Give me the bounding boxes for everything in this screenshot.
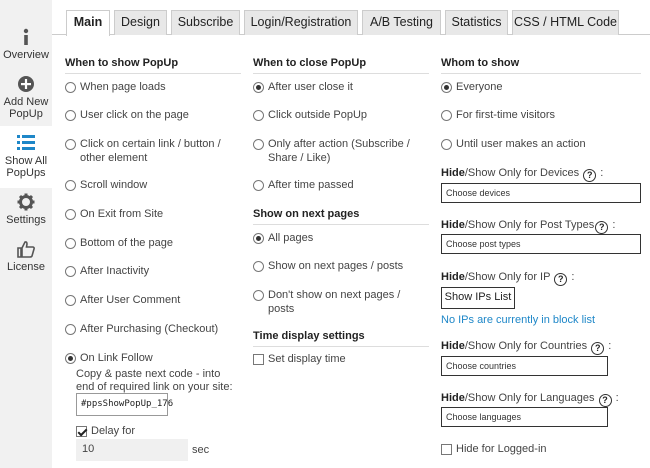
hide-logged-in-checkbox[interactable] [441,444,452,455]
option-label: Bottom of the page [80,237,173,249]
option-label: Don't show on next pages / posts [268,289,401,315]
tab-main[interactable]: Main [66,10,110,36]
label-colon: : [608,340,612,352]
option-label: After Purchasing (Checkout) [80,323,219,335]
radio-after-purchasing[interactable] [65,324,76,335]
post-types-label [441,219,615,234]
help-icon[interactable]: ? [599,394,612,407]
radio-user-click[interactable] [65,110,76,121]
section-divider [253,224,429,225]
link-follow-hint: Copy & paste next code - into end of required link on your site: [76,368,233,393]
devices-select[interactable]: Choose devices [441,183,641,203]
tab-ab-testing[interactable]: A/B Testing [362,10,441,35]
hide-word: Hide [441,167,465,179]
tab-subscribe[interactable]: Subscribe [171,10,240,35]
label-colon: : [615,392,619,404]
help-icon[interactable]: ? [595,221,608,234]
delay-checkbox[interactable] [76,426,87,437]
option-label: Only after action (Subscribe / Share / Like) [268,138,410,164]
radio-show-on-next-pages[interactable] [253,261,264,272]
option-label: Scroll window [80,179,148,191]
tab-css-html-code[interactable]: CSS / HTML Code [512,10,619,35]
devices-label [441,167,603,182]
radio-only-after-action[interactable] [253,139,264,150]
hide-word: Hide [441,219,465,231]
radio-after-user-comment[interactable] [65,295,76,306]
set-display-time-checkbox[interactable] [253,354,264,365]
section-title-next-pages: Show on next pages [253,208,360,220]
countries-label [441,340,611,355]
help-icon[interactable]: ? [583,169,596,182]
option-label: After User Comment [80,294,181,306]
sidebar-item-label: Settings [6,214,46,226]
info-icon [16,28,36,46]
radio-until-user-action[interactable] [441,139,452,150]
radio-click-outside[interactable] [253,110,264,121]
radio-click-on-element[interactable] [65,139,76,150]
sidebar-item-label: Overview [3,49,49,61]
post-types-select[interactable]: Choose post types [441,234,641,254]
list-icon [16,134,36,152]
devices-label-text: /Show Only for Devices [464,167,580,179]
hide-word: Hide [441,392,465,404]
section-divider [441,73,641,74]
option-label: Click outside PopUp [268,109,368,121]
sidebar-item-settings[interactable] [0,193,52,226]
option-label: On Link Follow [80,352,153,364]
section-title-whom-to-show: Whom to show [441,57,520,69]
languages-label-text: /Show Only for Languages [464,392,595,404]
languages-select[interactable]: Choose languages [441,407,608,427]
section-divider [253,73,429,74]
show-ips-list-button[interactable]: Show IPs List [441,287,515,309]
option-label: When page loads [80,81,166,93]
option-label: Everyone [456,81,503,93]
admin-sidebar [0,0,52,468]
delay-seconds-input[interactable]: 10 [76,439,188,461]
radio-on-exit[interactable] [65,209,76,220]
sidebar-item-label: Add New PopUp [3,96,49,120]
option-label: After time passed [268,179,354,191]
option-label: Until user makes an action [456,138,586,150]
section-title-when-to-close: When to close PopUp [253,57,367,69]
tab-design[interactable]: Design [114,10,167,35]
ip-label [441,271,574,286]
radio-scroll-window[interactable] [65,180,76,191]
sidebar-item-show-all[interactable] [0,126,52,188]
sidebar-item-license[interactable] [0,240,52,273]
tab-login-registration[interactable]: Login/Registration [244,10,358,35]
section-title-time-display: Time display settings [253,330,365,342]
ip-label-text: /Show Only for IP [464,271,551,283]
radio-first-time-visitors[interactable] [441,110,452,121]
option-label: Click on certain link / button / other element [80,138,221,164]
radio-after-inactivity[interactable] [65,266,76,277]
option-label: After Inactivity [80,265,150,277]
main-panel [52,0,650,468]
delay-label: Delay for [91,425,136,437]
radio-all-pages[interactable] [253,233,264,244]
radio-everyone[interactable] [441,82,452,93]
option-label: Hide for Logged-in [456,443,547,455]
sidebar-item-label: License [7,261,45,273]
help-icon[interactable]: ? [591,342,604,355]
tab-statistics[interactable]: Statistics [445,10,508,35]
plus-circle-icon [16,75,36,93]
languages-label [441,392,619,407]
radio-dont-show-next-pages[interactable] [253,290,264,301]
section-divider [253,346,429,347]
countries-select[interactable]: Choose countries [441,356,608,376]
option-label: User click on the page [80,109,189,121]
gear-icon [16,193,36,211]
radio-on-link-follow[interactable] [65,353,76,364]
radio-after-user-close[interactable] [253,82,264,93]
option-label: Set display time [268,353,346,365]
thumbs-up-icon [16,240,36,258]
delay-unit: sec [192,444,210,456]
section-title-when-to-show: When to show PopUp [65,57,179,69]
option-label: After user close it [268,81,353,93]
radio-when-page-loads[interactable] [65,82,76,93]
label-colon: : [571,271,575,283]
sidebar-item-label: Show All PopUps [4,155,48,179]
label-colon: : [612,219,616,231]
section-divider [65,73,241,74]
hide-word: Hide [441,340,465,352]
shortcode-field[interactable]: #ppsShowPopUp_176 [76,393,168,416]
option-label: On Exit from Site [80,208,164,220]
hide-word: Hide [441,271,465,283]
sidebar-item-overview[interactable] [0,28,52,61]
option-label: Show on next pages / posts [268,260,404,272]
help-icon[interactable]: ? [554,273,567,286]
post-types-label-text: /Show Only for Post Types [464,219,595,231]
sidebar-item-add-new[interactable] [0,75,52,120]
option-label: All pages [268,232,314,244]
label-colon: : [600,167,604,179]
radio-after-time-passed[interactable] [253,180,264,191]
radio-bottom-of-page[interactable] [65,238,76,249]
option-label: For first-time visitors [456,109,555,121]
countries-label-text: /Show Only for Countries [464,340,588,352]
ip-status-note: No IPs are currently in block list [441,314,596,326]
